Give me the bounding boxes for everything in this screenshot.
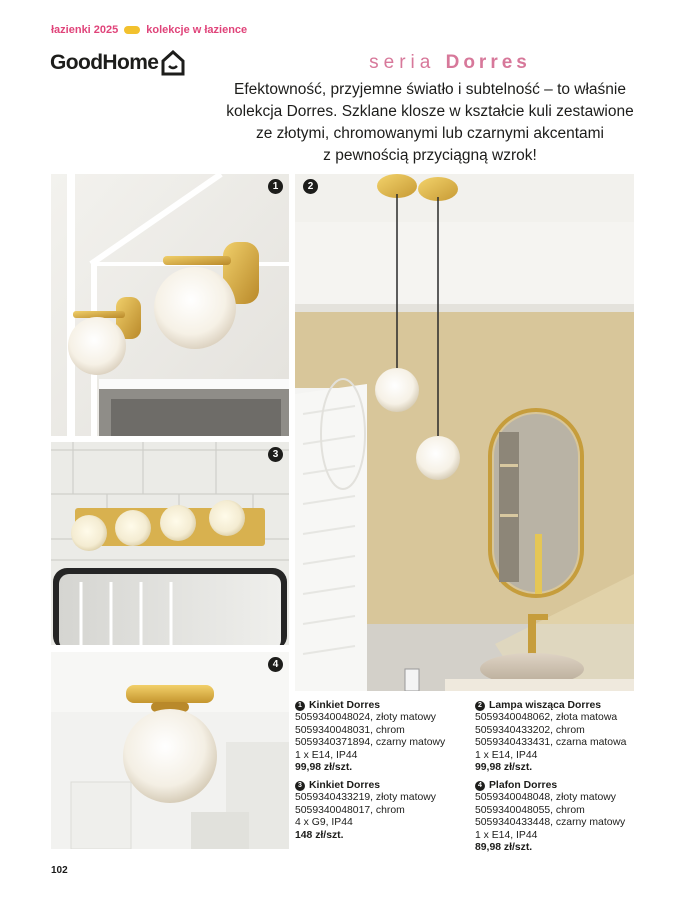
product-detail: 4 x G9, IP44 xyxy=(295,817,353,829)
product-name-text: Kinkiet Dorres xyxy=(309,700,381,711)
product-detail: 5059340048055, chrom xyxy=(475,804,585,816)
breadcrumb-section: łazienki 2025 xyxy=(51,24,119,36)
product-info xyxy=(295,700,465,774)
product-name xyxy=(475,780,640,792)
product-number-badge: 4 xyxy=(475,781,485,791)
product-detail: 1 x E14, IP44 xyxy=(475,749,538,761)
product-detail: 5059340433431, czarna matowa xyxy=(475,737,627,749)
intro-line: Efektowność, przyjemne światło i subtelność – to właśnie xyxy=(234,81,626,98)
series-title xyxy=(300,52,600,74)
product-info xyxy=(475,780,640,854)
product-name xyxy=(475,700,640,712)
product-price: 148 zł/szt. xyxy=(295,829,344,841)
pill-icon xyxy=(124,26,140,34)
intro-text xyxy=(200,79,660,167)
product-detail: 5059340048062, złota matowa xyxy=(475,712,618,724)
ceiling-light-photo xyxy=(51,652,289,849)
breadcrumb-subsection: kolekcje w łazience xyxy=(146,24,248,36)
product-name-text: Kinkiet Dorres xyxy=(309,780,381,791)
breadcrumb xyxy=(51,24,247,36)
photo-badge: 4 xyxy=(268,657,283,672)
product-number-badge: 2 xyxy=(475,701,485,711)
product-detail: 1 x E14, IP44 xyxy=(295,749,358,761)
product-detail: 5059340048024, złoty matowy xyxy=(295,712,436,724)
product-name xyxy=(295,700,465,712)
intro-line: z pewnością przyciągną wzrok! xyxy=(323,147,537,164)
photo-four-globe-sconce xyxy=(51,442,289,645)
product-number-badge: 1 xyxy=(295,701,305,711)
page-number: 102 xyxy=(51,865,68,876)
product-detail: 5059340433202, chrom xyxy=(475,724,585,736)
product-detail: 5059340048048, złoty matowy xyxy=(475,792,616,804)
four-globe-photo xyxy=(51,442,289,645)
series-name: Dorres xyxy=(445,52,531,73)
product-detail: 5059340048031, chrom xyxy=(295,724,405,736)
product-detail: 5059340048017, chrom xyxy=(295,804,405,816)
brand-logo xyxy=(50,50,185,76)
photo-badge: 2 xyxy=(303,179,318,194)
product-info xyxy=(295,780,465,842)
photo-pendant-lamps xyxy=(295,174,634,691)
product-name xyxy=(295,780,465,792)
wall-sconce-photo xyxy=(51,174,289,436)
intro-line: kolekcja Dorres. Szklane klosze w kształcie kuli zestawione xyxy=(226,103,634,120)
product-number-badge: 3 xyxy=(295,781,305,791)
product-info xyxy=(475,700,640,774)
house-icon xyxy=(161,50,185,76)
photo-ceiling-light xyxy=(51,652,289,849)
product-detail: 1 x E14, IP44 xyxy=(475,829,538,841)
photo-badge: 1 xyxy=(268,179,283,194)
product-price: 99,98 zł/szt. xyxy=(295,762,353,774)
series-prefix: seria xyxy=(369,52,436,73)
pendant-lamps-photo xyxy=(295,174,634,691)
intro-line: ze złotymi, chromowanymi lub czarnymi akcentami xyxy=(256,125,604,142)
product-price: 99,98 zł/szt. xyxy=(475,762,533,774)
product-detail: 5059340433448, czarny matowy xyxy=(475,817,626,829)
product-detail: 5059340371894, czarny matowy xyxy=(295,737,446,749)
photo-wall-sconces xyxy=(51,174,289,436)
product-detail: 5059340433219, złoty matowy xyxy=(295,792,436,804)
product-name-text: Plafon Dorres xyxy=(489,780,558,791)
product-price: 89,98 zł/szt. xyxy=(475,842,533,854)
brand-name: GoodHome xyxy=(50,51,159,74)
product-name-text: Lampa wisząca Dorres xyxy=(489,700,602,711)
photo-badge: 3 xyxy=(268,447,283,462)
